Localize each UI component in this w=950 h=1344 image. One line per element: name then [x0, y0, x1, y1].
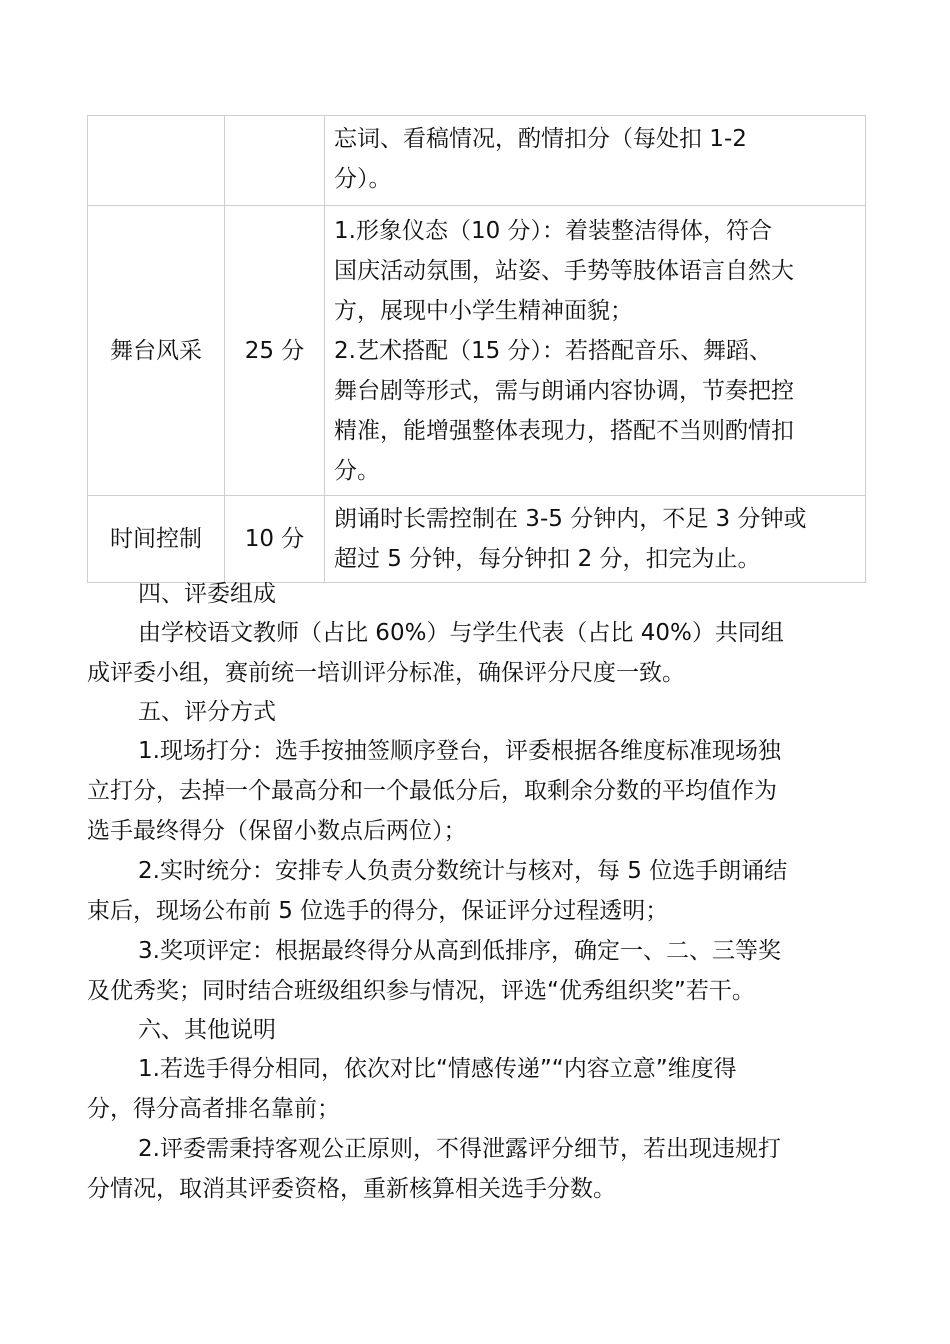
- table-row: [88, 206, 866, 496]
- paragraph-line: 3.奖项评定：根据最终得分从高到低排序，确定一、二、三等奖: [138, 938, 781, 964]
- dimension-cell: 舞台风采: [88, 206, 225, 496]
- section-heading-other: 六、其他说明: [138, 1017, 276, 1043]
- section-heading-scoring: 五、评分方式: [138, 699, 276, 725]
- paragraph-line: 成评委小组，赛前统一培训评分标准，确保评分尺度一致。: [87, 660, 685, 686]
- score-cell: 25 分: [225, 206, 325, 496]
- criteria-cell: [325, 496, 866, 583]
- dimension-cell: [88, 116, 225, 206]
- criteria-line: 方，展现中小学生精神面貌；: [334, 297, 633, 324]
- score-cell: 10 分: [225, 496, 325, 583]
- criteria-line: 分。: [334, 457, 380, 484]
- paragraph-line: 2.评委需秉持客观公正原则，不得泄露评分细节，若出现违规打: [138, 1136, 781, 1162]
- table-row: [88, 116, 866, 206]
- criteria-line: 国庆活动氛围，站姿、手势等肢体语言自然大: [334, 257, 794, 284]
- criteria-line: 2.艺术搭配（15 分）：若搭配音乐、舞蹈、: [334, 337, 773, 364]
- paragraph-line: 立打分，去掉一个最高分和一个最低分后，取剩余分数的平均值作为: [87, 778, 777, 804]
- paragraph-line: 选手最终得分（保留小数点后两位）；: [87, 818, 467, 844]
- section-heading-judges: 四、评委组成: [138, 581, 276, 607]
- criteria-cell: [325, 206, 866, 496]
- paragraph-line: 2.实时统分：安排专人负责分数统计与核对，每 5 位选手朗诵结: [138, 858, 788, 884]
- paragraph-line: 束后，现场公布前 5 位选手的得分，保证评分过程透明；: [87, 898, 669, 924]
- scoring-criteria-table: [87, 115, 866, 583]
- paragraph-line: 分，得分高者排名靠前；: [87, 1096, 340, 1122]
- criteria-line: 分）。: [334, 166, 392, 192]
- score-cell: [225, 116, 325, 206]
- criteria-line: 舞台剧等形式，需与朗诵内容协调，节奏把控: [334, 377, 794, 404]
- table-row: [88, 496, 866, 583]
- paragraph-line: 分情况，取消其评委资格，重新核算相关选手分数。: [87, 1176, 616, 1202]
- paragraph-line: 1.现场打分：选手按抽签顺序登台，评委根据各维度标准现场独: [138, 738, 781, 764]
- criteria-line: 朗诵时长需控制在 3-5 分钟内，不足 3 分钟或: [334, 506, 807, 532]
- document-body: [87, 575, 867, 1209]
- paragraph-line: 1.若选手得分相同，依次对比“情感传递”“内容立意”维度得: [138, 1056, 737, 1082]
- paragraph-line: 由学校语文教师（占比 60%）与学生代表（占比 40%）共同组: [138, 620, 784, 646]
- criteria-line: 1.形象仪态（10 分）：着装整洁得体，符合: [334, 217, 773, 244]
- criteria-cell: [325, 116, 866, 206]
- criteria-line: 忘词、看稿情况，酌情扣分（每处扣 1-2: [334, 126, 747, 152]
- criteria-line: 超过 5 分钟，每分钟扣 2 分，扣完为止。: [334, 546, 761, 572]
- criteria-line: 精准，能增强整体表现力，搭配不当则酌情扣: [334, 417, 794, 444]
- paragraph-line: 及优秀奖；同时结合班级组织参与情况，评选“优秀组织奖”若干。: [87, 978, 755, 1004]
- dimension-cell: 时间控制: [88, 496, 225, 583]
